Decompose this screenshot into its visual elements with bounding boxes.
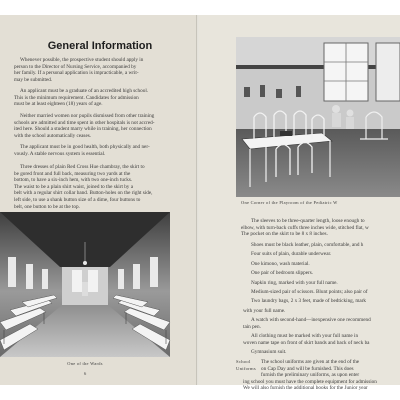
playroom-photo-caption: One Corner of the Playroom of the Pediatric W (241, 200, 338, 205)
text-line: belt, one button to be at the top. (14, 203, 80, 210)
list-item: Medium-sized pair of scissors. Blunt points; also pair of (251, 289, 368, 296)
text-line: person to the Director of Nursing Service, accompanied by (14, 63, 137, 70)
label-line: Uniforms (236, 365, 257, 371)
list-item: Two laundry bags, 2 x 3 feet, made of bedticking, mark (251, 298, 367, 305)
text-line: ited here. Should a student marry while in training, her connection (14, 126, 152, 133)
paragraph-sleeves (241, 218, 400, 238)
list-item: One kimono, wash material. (251, 260, 310, 267)
text-line: on Cap Day and will be furnished. This does (261, 365, 354, 372)
paragraph-marriage (14, 113, 184, 139)
school-uniforms-label (236, 359, 258, 372)
text-line: The school uniforms are given at the end of the (261, 359, 360, 365)
text-line: Whenever possible, the prospective student should apply in (20, 57, 144, 63)
book-spread (0, 15, 400, 392)
paragraph-dresses (14, 164, 184, 210)
label-line: School (236, 359, 251, 364)
list-item: Four suits of plain, durable underwear. (251, 251, 332, 258)
list-item: Shoes must be black leather, plain, comfortable, and h (251, 242, 364, 248)
ward-photo-caption: One of the Wards (67, 361, 103, 366)
list-item: Napkin ring, marked with your full name. (251, 279, 338, 286)
text-line: All clothing must be marked with your full name in (251, 333, 359, 339)
text-line: This is the minimum requirement. Candidates for admission (14, 94, 139, 101)
text-line: be gored front and full back, measuring two yards at the (14, 170, 131, 177)
list-item: One pair of bedroom slippers. (251, 270, 314, 277)
text-line: ing school you must have the complete equipment for admission (243, 378, 377, 385)
text-line: The applicant must be in good health, both physically and ner- (20, 144, 150, 150)
page-number: 6 (84, 371, 87, 376)
text-line: furnish the preliminary uniforms, as upon enter (261, 372, 360, 379)
right-page (199, 15, 400, 392)
text-line: Three dresses of plain Red Cross Hue chambray, the skirt to (20, 164, 145, 170)
text-line: A watch with second-hand—inexpensive one recommend (251, 317, 371, 323)
text-line: left side, to use a shank button size of a dime, four buttons to (14, 196, 141, 203)
list-item: with your full name. (243, 307, 286, 314)
paragraph-health (14, 144, 184, 157)
text-line: vously. A stable nervous system is essential. (14, 150, 106, 157)
text-line: The waist to be a plain shirt waist, joined to the skirt by a (14, 183, 134, 190)
text-line: her family. If a personal application is impracticable, a writ- (14, 70, 139, 77)
text-line: tain pen. (243, 323, 261, 330)
left-page (0, 15, 197, 385)
text-line: An applicant must be a graduate of an accredited high school. (20, 88, 149, 94)
text-line: The sleeves to be three-quarter length, loose enough to (251, 218, 365, 224)
text-line: bottom, to have a six-inch hem, with two one-inch tucks. (14, 177, 133, 184)
page-title: General Information (47, 40, 153, 52)
equipment-list (243, 241, 400, 316)
text-line: schools are admitted and time spent in other hospitals is not accred- (14, 119, 155, 126)
text-line: must be at least eighteen (18) years of age. (14, 101, 103, 108)
gymnasium-suit: Gymnasium suit. (251, 349, 287, 355)
text-line: Neither married women nor pupils dismissed from other training (20, 113, 155, 119)
text-line: belt with a regular shirt collar band. Button-holes on the right side, (14, 190, 153, 197)
text-line: may be submitted. (14, 76, 53, 83)
ward-photo (0, 212, 170, 357)
paragraph-school-uniforms (261, 359, 400, 379)
playroom-photo (236, 37, 400, 197)
text-line: The pocket on the skirt to be 8 x 8 inches. (241, 231, 328, 238)
text-line: with the school automatically ceases. (14, 132, 92, 139)
paragraph-watch (243, 317, 400, 330)
paragraph-clothing (243, 333, 400, 346)
paragraph-application (14, 57, 184, 83)
text-line: elbow, with turn-back cuffs three inches wide, stitched flat, w (241, 224, 369, 231)
text-line: woven name tape on front of skirt bands and back of neck ba (243, 339, 370, 346)
paragraph-requirements (14, 88, 184, 108)
paragraph-school-continued (243, 379, 400, 392)
text-line: We will also furnish the additional books for the Junior year (243, 385, 368, 392)
